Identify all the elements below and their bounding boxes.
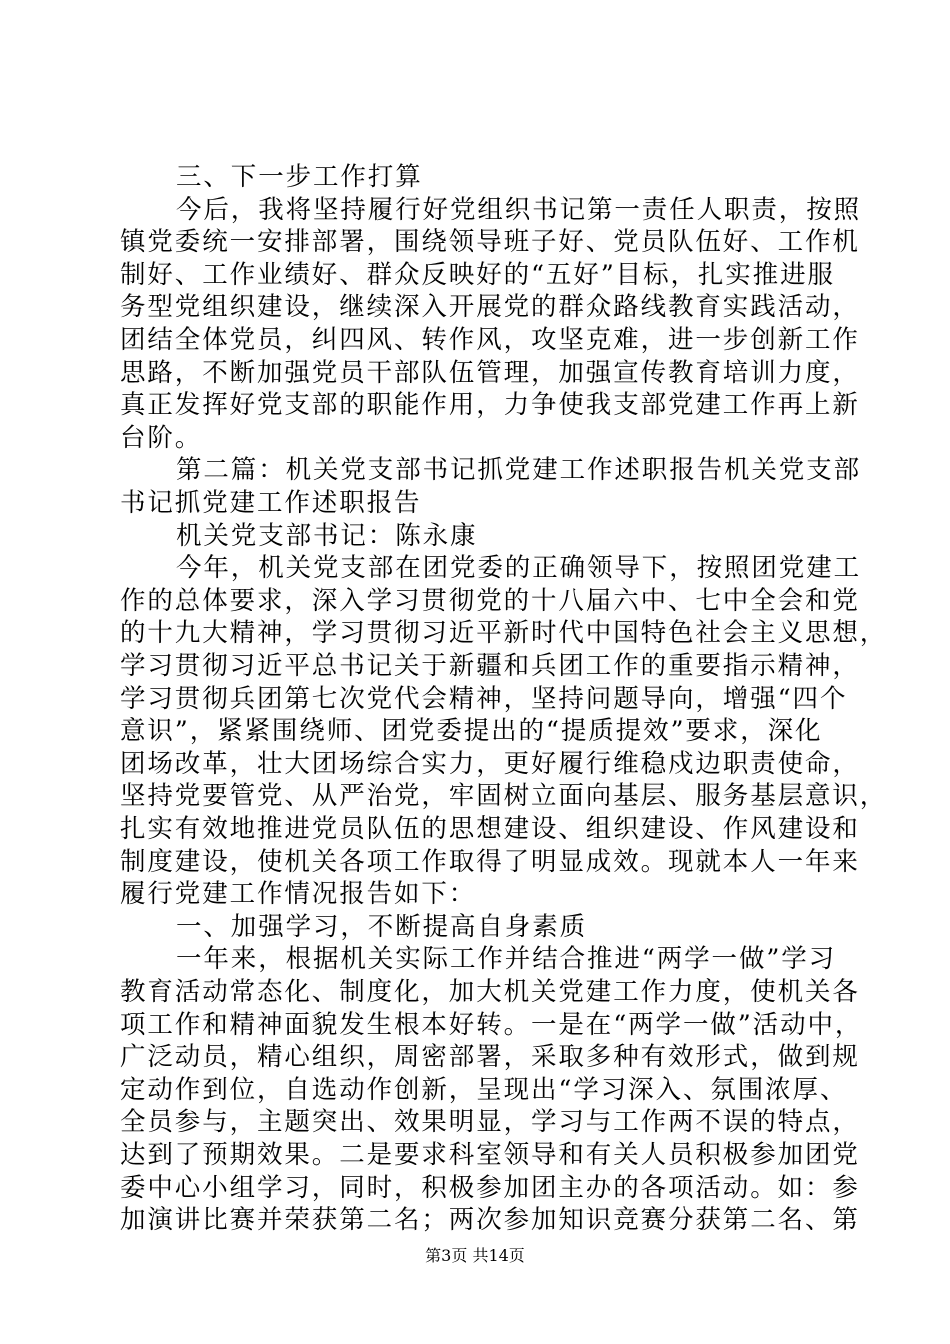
paragraph-line: 扎实有效地推进党员队伍的思想建设、组织建设、作风建设和 — [120, 814, 860, 844]
paragraph-line: 今年，机关党支部在团党委的正确领导下，按照团党建工 — [176, 553, 862, 584]
chapter-title: 第二篇：机关党支部书记抓党建工作述职报告机关党支部 — [176, 455, 862, 486]
paragraph-line: 学习贯彻习近平总书记关于新疆和兵团工作的重要指示精神， — [120, 651, 860, 681]
paragraph-line: 学习贯彻兵团第七次党代会精神，坚持问题导向，增强“四个 — [120, 683, 848, 714]
paragraph-line: 项工作和精神面貌发生根本好转。一是在“两学一做”活动中， — [120, 1009, 863, 1040]
paragraph-line: 坚持党要管党、从严治党，牢固树立面向基层、服务基层意识， — [120, 781, 888, 812]
paragraph-line: 的十九大精神，学习贯彻习近平新时代中国特色社会主义思想， — [120, 618, 888, 649]
paragraph-line: 意识”，紧紧围绕师、团党委提出的“提质提效”要求，深化 — [120, 716, 823, 747]
section-heading: 一、加强学习，不断提高自身素质 — [176, 911, 588, 942]
paragraph-line: 达到了预期效果。二是要求科室领导和有关人员积极参加团党 — [120, 1140, 860, 1170]
page-number-footer: 第3页 共14页 — [425, 1246, 525, 1265]
paragraph-line: 加演讲比赛并荣获第二名；两次参加知识竞赛分获第二名、第 — [120, 1205, 860, 1236]
paragraph-line: 广泛动员，精心组织，周密部署，采取多种有效形式，做到规 — [120, 1042, 860, 1073]
paragraph-line: 团结全体党员，纠四风、转作风，攻坚克难，进一步创新工作 — [120, 325, 860, 355]
chapter-title: 书记抓党建工作述职报告 — [120, 488, 422, 518]
paragraph-line: 制好、工作业绩好、群众反映好的“五好”目标，扎实推进服 — [120, 259, 835, 290]
paragraph-line: 制度建设，使机关各项工作取得了明显成效。现就本人一年来 — [120, 846, 860, 877]
paragraph-line: 真正发挥好党支部的职能作用，力争使我支部党建工作再上新 — [120, 390, 860, 421]
paragraph-line: 委中心小组学习，同时，积极参加团主办的各项活动。如：参 — [120, 1172, 860, 1203]
paragraph-line: 镇党委统一安排部署，围绕领导班子好、党员队伍好、工作机 — [120, 227, 860, 258]
paragraph-line: 履行党建工作情况报告如下： — [120, 879, 477, 910]
paragraph-line: 全员参与，主题突出、效果明显，学习与工作两不误的特点， — [120, 1107, 860, 1138]
paragraph-line: 教育活动常态化、制度化，加大机关党建工作力度，使机关各 — [120, 977, 860, 1007]
author-line: 机关党支部书记：陈永康 — [176, 520, 478, 551]
paragraph-line: 团场改革，壮大团场综合实力，更好履行维稳戍边职责使命， — [120, 748, 860, 779]
paragraph-line: 思路，不断加强党员干部队伍管理，加强宣传教育培训力度， — [120, 357, 860, 388]
paragraph-line: 定动作到位，自选动作创新，呈现出“学习深入、氛围浓厚、 — [120, 1074, 848, 1105]
paragraph-line: 务型党组织建设，继续深入开展党的群众路线教育实践活动， — [120, 292, 860, 323]
paragraph-line: 一年来，根据机关实际工作并结合推进“两学一做”学习 — [176, 944, 837, 975]
paragraph-line: 台阶。 — [120, 422, 203, 453]
section-heading: 三、下一步工作打算 — [176, 162, 423, 192]
paragraph-line: 今后，我将坚持履行好党组织书记第一责任人职责，按照 — [176, 194, 862, 225]
paragraph-line: 作的总体要求，深入学习贯彻党的十八届六中、七中全会和党 — [120, 585, 860, 616]
